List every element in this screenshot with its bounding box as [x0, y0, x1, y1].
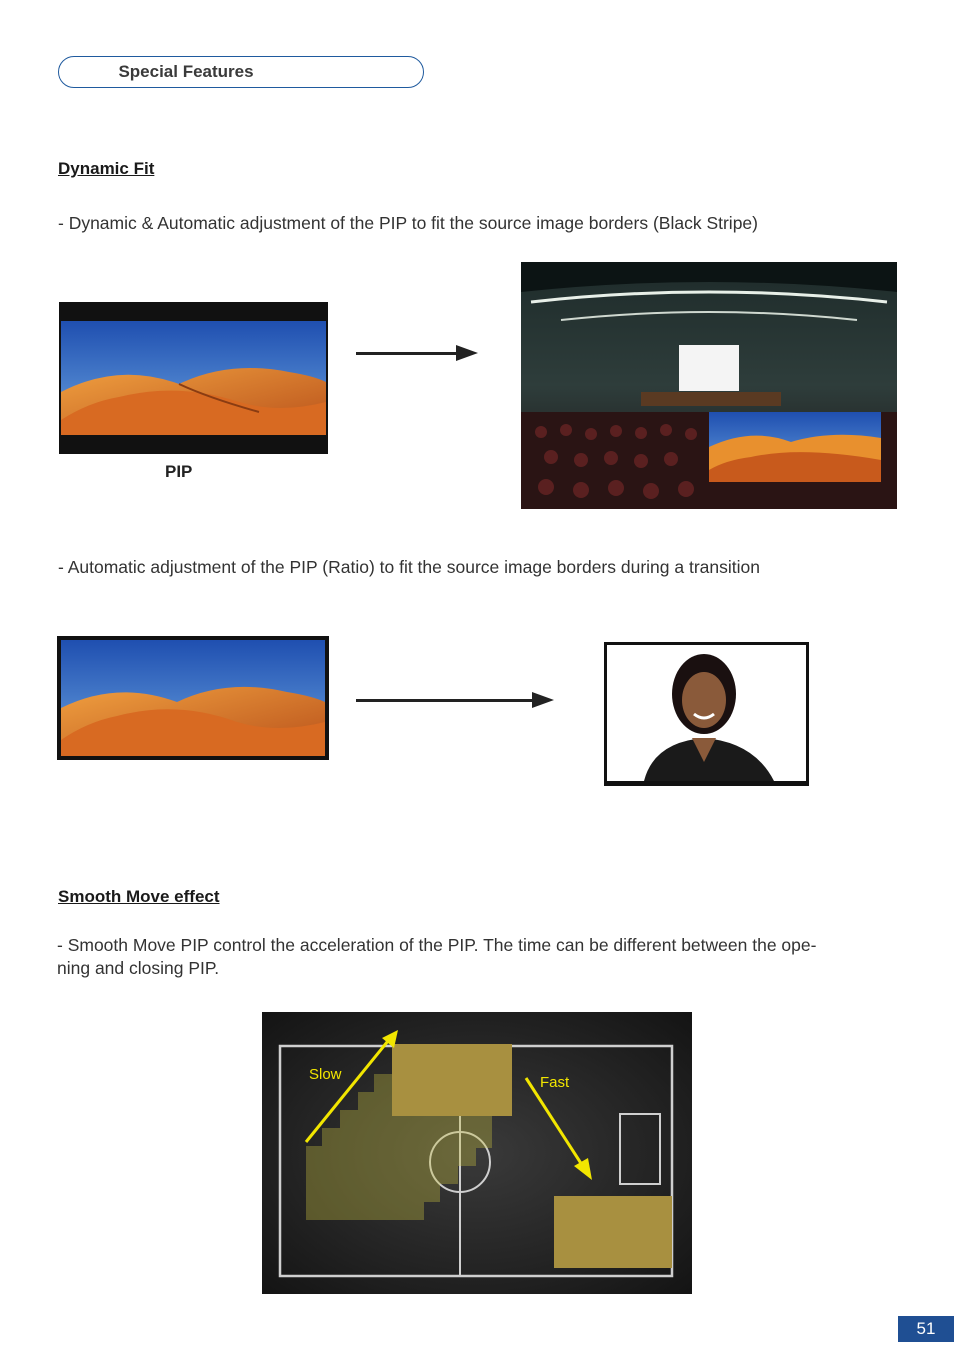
desert-source-image — [57, 636, 329, 760]
smooth-move-description-line2: ning and closing PIP. — [57, 958, 220, 978]
slow-label: Slow — [309, 1066, 342, 1083]
auditorium-image — [521, 262, 897, 509]
section-title: Special Features — [118, 62, 254, 81]
fast-label: Fast — [540, 1074, 570, 1091]
page-number: 51 — [898, 1316, 954, 1342]
dynamic-fit-description: - Dynamic & Automatic adjustment of the PIP to fit the source image borders (Black Stripe) — [58, 213, 758, 233]
right-arrow-icon — [356, 699, 544, 702]
smooth-move-description-line1: - Smooth Move PIP control the acceleration of the PIP. The time can be different between the ope- — [57, 935, 817, 955]
pip-caption: PIP — [165, 462, 193, 481]
transition-description: - Automatic adjustment of the PIP (Ratio) to fit the source image borders during a transition — [58, 557, 760, 577]
smooth-move-heading: Smooth Move effect — [58, 887, 220, 906]
section-header — [58, 56, 424, 88]
chalkboard-image — [262, 1012, 692, 1294]
right-arrow-icon — [356, 352, 468, 355]
portrait-image — [604, 642, 809, 786]
desert-pip-image — [59, 302, 328, 454]
dynamic-fit-heading: Dynamic Fit — [58, 159, 155, 178]
